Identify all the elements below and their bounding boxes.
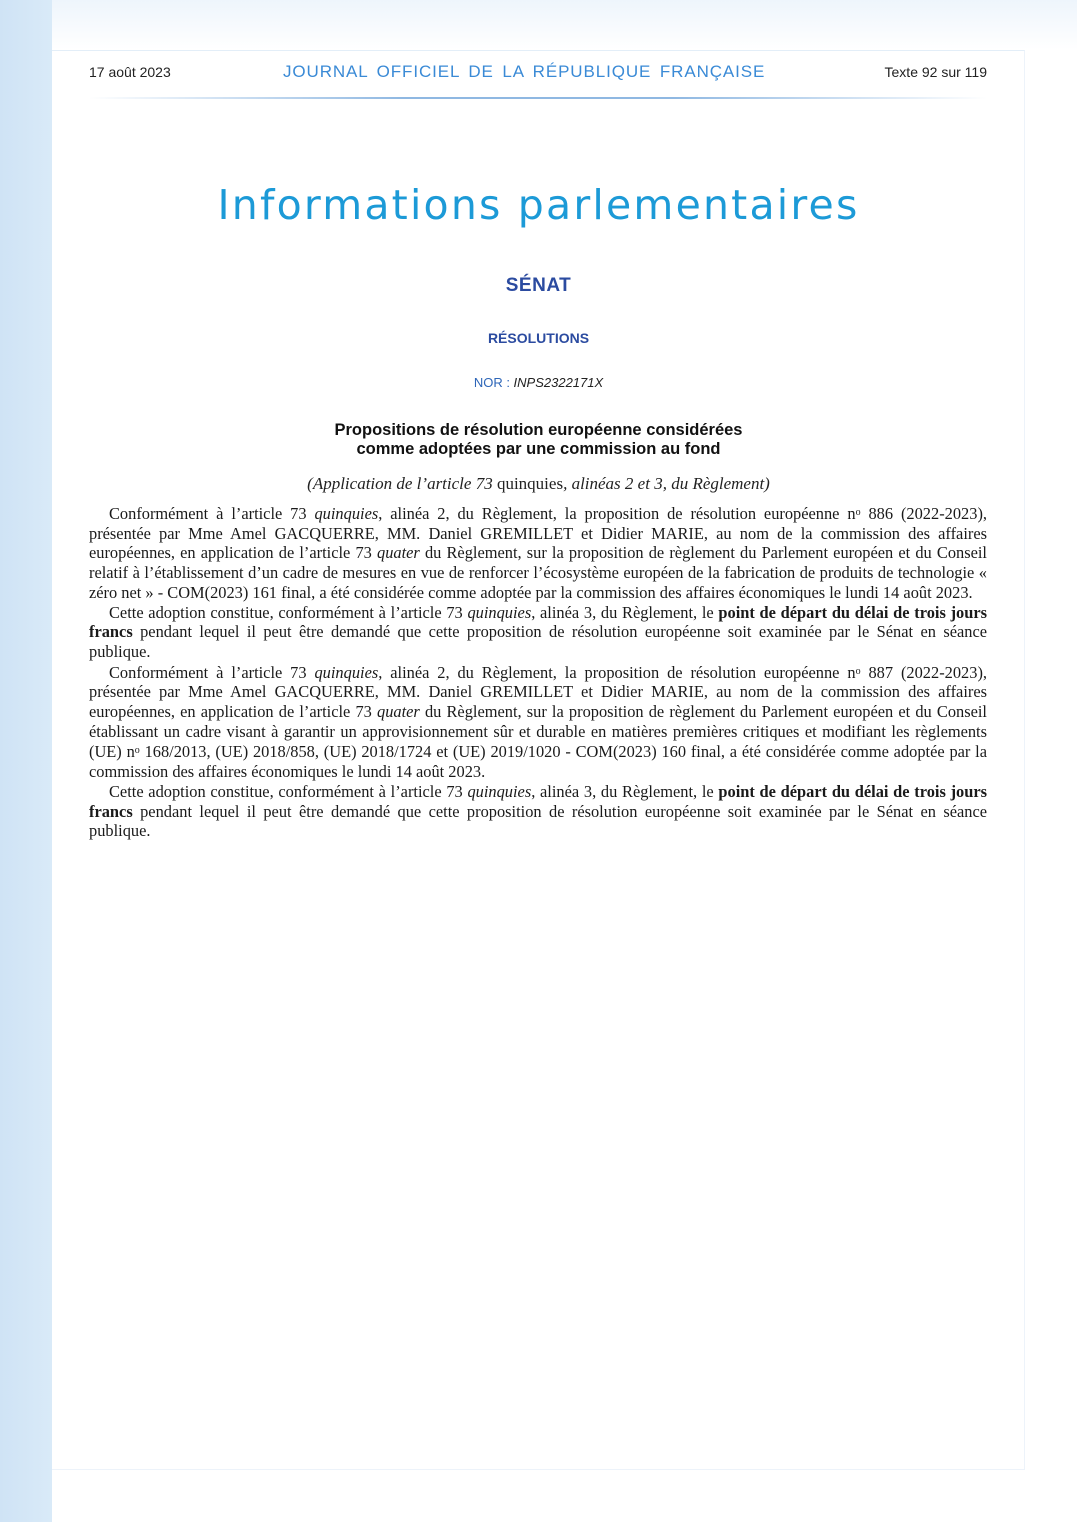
paragraph-3 xyxy=(89,662,987,782)
text-run: 168/2013, (UE) 2018/858, (UE) 2018/1724 et (UE) 2019/1020 - COM(2023) 160 final, a été considérée comme adoptée par la commission des affaires économiques le lundi 14 août 2023. xyxy=(89,742,987,782)
text-run: , alinéa 2, du Règlement, la proposition de résolution européenne n xyxy=(378,504,856,523)
paragraph-2 xyxy=(89,603,987,662)
paragraph-1 xyxy=(89,503,987,603)
application-term: quinquies xyxy=(496,474,564,493)
bold-run: point de départ du délai de trois jours francs xyxy=(89,602,987,642)
text-run: Cette adoption constitue, conformément à l’article 73 xyxy=(109,602,468,622)
text-run: Conformément à l’article 73 xyxy=(109,662,315,682)
text-run: , alinéa 3, du Règlement, le xyxy=(531,781,719,801)
text-run: , alinéa 3, du Règlement, le xyxy=(531,602,719,622)
body-text xyxy=(89,503,987,841)
publication-date: 17 août 2023 xyxy=(89,64,171,80)
text-run: du Règlement, sur la proposition de règlement du Parlement européen et du Conseil établissant un cadre visant à garantir un approvisionnement sûr et durable en matières premières critiques et modifiant les règlements (UE) n xyxy=(89,702,987,762)
page-header xyxy=(89,62,987,86)
text-run: 887 (2022-2023), présentée par Mme Amel GACQUERRE, MM. Daniel GREMILLET et Didier MARIE, au nom de la commission des affaires européennes, en application de l’article 73 xyxy=(89,662,987,722)
text-run: pendant lequel il peut être demandé que cette proposition de résolution européenne soit examinée par le Sénat en séance publique. xyxy=(89,801,987,841)
italic-run: quater xyxy=(377,702,420,722)
nor-reference xyxy=(0,375,1077,390)
application-suffix: , alinéas 2 et 3, du Règlement) xyxy=(563,474,770,493)
top-margin-band xyxy=(52,0,1077,50)
text-run: 886 (2022-2023), présentée par Mme Amel GACQUERRE, MM. Daniel GREMILLET et Didier MARIE, au nom de la commission des affaires européennes, en application de l’article 73 xyxy=(89,504,987,563)
document-title-line-2: comme adoptées par une commission au fond xyxy=(356,440,721,458)
italic-run: quinquies xyxy=(314,662,379,682)
nor-label: NOR : xyxy=(473,375,514,390)
text-run: pendant lequel il peut être demandé que cette proposition de résolution européenne soit examinée par le Sénat en séance publique. xyxy=(89,622,987,661)
document-title xyxy=(0,421,1077,459)
sub-section-title: RÉSOLUTIONS xyxy=(487,330,590,346)
italic-run: quater xyxy=(377,543,420,563)
text-run: , alinéa 2, du Règlement, la proposition de résolution européenne n xyxy=(378,662,856,682)
text-run: du Règlement, sur la proposition de règlement du Parlement européen et du Conseil relatif à l’établissement d’un cadre de mesures en vue de renforcer l’écosystème européen de la fabrication de produits de technologie « zéro net » - COM(2023) 161 final, a été considérée comme adoptée par la commission des affaires économiques le lundi 14 août 2023. xyxy=(89,543,987,602)
superscript: o xyxy=(134,745,140,757)
italic-run: quinquies xyxy=(467,781,532,801)
application-note xyxy=(0,474,1077,494)
italic-run: quinquies xyxy=(314,504,379,523)
header-divider xyxy=(89,97,987,99)
application-prefix: (Application de l’article 73 xyxy=(307,474,497,493)
nor-code: INPS2322171X xyxy=(513,375,604,390)
superscript: o xyxy=(855,665,861,677)
superscript: o xyxy=(855,507,861,518)
italic-run: quinquies xyxy=(467,602,532,622)
journal-title: JOURNAL OFFICIEL DE LA RÉPUBLIQUE FRANÇAISE xyxy=(283,62,766,81)
bold-run: point de départ du délai de trois jours francs xyxy=(89,781,987,821)
page-number: Texte 92 sur 119 xyxy=(884,64,987,80)
text-run: Cette adoption constitue, conformément à l’article 73 xyxy=(109,781,468,801)
paragraph-4 xyxy=(89,782,987,841)
section-title: SÉNAT xyxy=(505,275,572,296)
text-run: Conformément à l’article 73 xyxy=(109,504,315,523)
main-title: Informations parlementaires xyxy=(217,181,860,229)
document-title-line-1: Propositions de résolution européenne considérées xyxy=(334,421,743,439)
